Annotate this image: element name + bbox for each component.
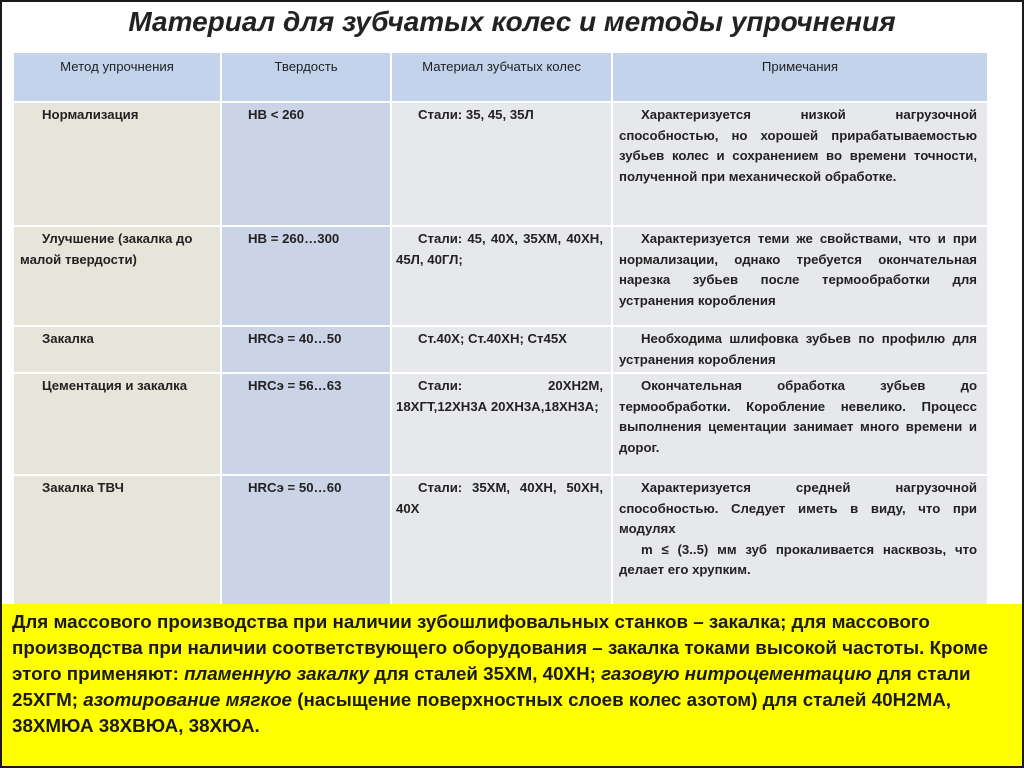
notes-cell: Характеризуется низкой нагрузочной способностью, но хорошей прирабатываемостью зубьев колес и сохранением во времени точности, полученной при механической обработке. bbox=[613, 103, 987, 225]
method-cell: Улучшение (закалка до малой твердости) bbox=[14, 227, 220, 325]
table-row bbox=[14, 374, 987, 474]
material-cell: Ст.40Х; Ст.40ХН; Ст45Х bbox=[392, 327, 611, 372]
header-hardness: Твердость bbox=[222, 53, 390, 101]
material-cell: Стали: 35, 45, 35Л bbox=[392, 103, 611, 225]
table-row bbox=[14, 327, 987, 372]
note-text: (насыщение поверхностных слоев колес азотом) для сталей 40Н2МА, 38ХМЮА 38ХВЮА, 38ХЮА. bbox=[12, 689, 952, 736]
hardness-cell: HRCэ = 50…60 bbox=[222, 476, 390, 604]
notes-paragraph: Характеризуется средней нагрузочной способностью. Следует иметь в виду, что при модулях bbox=[619, 480, 977, 536]
method-cell: Нормализация bbox=[14, 103, 220, 225]
notes-paragraph: m ≤ (3..5) мм зуб прокаливается насквозь, что делает его хрупким. bbox=[619, 541, 977, 577]
note-emphasis: газовую нитроцементацию bbox=[601, 663, 872, 684]
table-row bbox=[14, 103, 987, 225]
hardness-cell: HRCэ = 40…50 bbox=[222, 327, 390, 372]
note-emphasis: пламенную закалку bbox=[184, 663, 369, 684]
method-cell: Закалка bbox=[14, 327, 220, 372]
table-header-row bbox=[14, 53, 987, 101]
material-cell: Стали: 45, 40Х, 35ХМ, 40ХН, 45Л, 40ГЛ; bbox=[392, 227, 611, 325]
method-cell: Цементация и закалка bbox=[14, 374, 220, 474]
table-row bbox=[14, 227, 987, 325]
notes-cell bbox=[613, 476, 987, 604]
note-text: для сталей 35ХМ, 40ХН; bbox=[368, 663, 602, 684]
header-material: Материал зубчатых колес bbox=[392, 53, 611, 101]
method-cell: Закалка ТВЧ bbox=[14, 476, 220, 604]
summary-note bbox=[2, 604, 1022, 766]
slide-title: Материал для зубчатых колес и методы упрочнения bbox=[128, 6, 896, 37]
header-method: Метод упрочнения bbox=[14, 53, 220, 101]
hardness-cell: НВ < 260 bbox=[222, 103, 390, 225]
notes-cell: Характеризуется теми же свойствами, что и при нормализации, однако требуется окончательная нарезка зубьев после термообработки для устранения коробления bbox=[613, 227, 987, 325]
note-text: для стали 25ХГМ; bbox=[12, 663, 971, 710]
material-cell: Стали: 20ХН2М, 18ХГТ,12ХН3А 20ХН3А,18ХН3А; bbox=[392, 374, 611, 474]
table-row bbox=[14, 476, 987, 604]
hardness-cell: HRCэ = 56…63 bbox=[222, 374, 390, 474]
note-text: Для массового производства при наличии зубошлифовальных станков – закалка; для массового производства при наличии соответствующего оборудования – закалка токами высокой частоты. Кроме этого применяют: bbox=[12, 611, 989, 684]
notes-cell: Окончательная обработка зубьев до термообработки. Коробление невелико. Процесс выполнения цементации занимает много времени и дорог. bbox=[613, 374, 987, 474]
material-cell: Стали: 35ХМ, 40ХН, 50ХН, 40Х bbox=[392, 476, 611, 604]
note-emphasis: азотирование мягкое bbox=[83, 689, 292, 710]
hardening-methods-table bbox=[12, 51, 989, 606]
notes-cell: Необходима шлифовка зубьев по профилю для устранения коробления bbox=[613, 327, 987, 372]
hardness-cell: НВ = 260…300 bbox=[222, 227, 390, 325]
header-notes: Примечания bbox=[613, 53, 987, 101]
